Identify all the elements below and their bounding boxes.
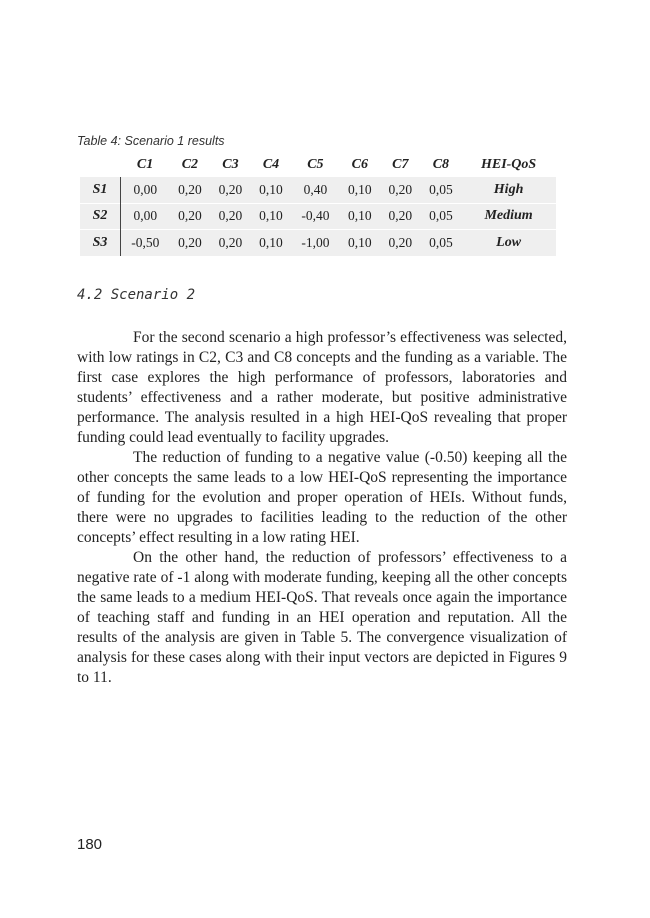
table-cell: 0,20	[380, 230, 421, 256]
table-header-row	[80, 152, 556, 177]
table-cell: 0,00	[133, 181, 158, 197]
table-cell: 0,20	[218, 181, 243, 197]
paragraph: For the second scenario a high professor’s effectiveness was selected, with low ratings in C2, C3 and C8 concepts and the funding as a variable. The first case explores the high performance of professors, laboratories and students’ effectiveness and a rather moderate, but positive administrative performance. The analysis resulted in a high HEI-QoS revealing that proper funding could lead eventually to facility upgrades.	[77, 329, 567, 446]
table-caption: Table 4: Scenario 1 results	[77, 134, 225, 148]
header-c4: C4	[262, 156, 280, 172]
qos-cell: High	[493, 181, 524, 197]
paragraph: On the other hand, the reduction of professors’ effectiveness to a negative rate of -1 along with moderate funding, keeping all the other concepts the same leads to a medium HEI-QoS. That reveals once again the importance of teaching staff and funding in an HEI operation and reputation. All the results of the analysis are given in Table 5. The convergence visualization of analysis for these cases along with their input vectors are depicted in Figures 9 to 11.	[77, 549, 567, 686]
paragraph: The reduction of funding to a negative value (-0.50) keeping all the other concepts the same leads to a low HEI-QoS representing the importance of funding for the evolution and proper operation of HEIs. Without funds, there were no upgrades to facilities leading to the reduction of the other concepts’ effect resulting in a low rating HEI.	[77, 449, 567, 546]
table-cell: 0,10	[347, 181, 372, 197]
table-cell: 0,20	[380, 203, 421, 230]
header-c5: C5	[307, 156, 324, 172]
table-cell: -0,40	[291, 203, 339, 230]
section-heading: 4.2 Scenario 2	[77, 287, 196, 303]
table-row	[80, 230, 556, 256]
table-cell: 0,20	[170, 230, 211, 256]
table-row	[80, 203, 556, 230]
table-cell: 0,10	[259, 181, 283, 197]
table-cell: 0,20	[388, 181, 413, 197]
header-corner	[80, 152, 121, 177]
table-cell: 0,20	[178, 181, 202, 197]
header-c8: C8	[432, 156, 450, 172]
qos-cell: Medium	[461, 203, 556, 230]
table-cell: 0,05	[421, 203, 462, 230]
row-label: S1	[80, 177, 121, 203]
body-text	[77, 328, 567, 688]
table-cell: 0,20	[210, 203, 251, 230]
table-cell: 0,10	[340, 203, 381, 230]
qos-cell: Low	[461, 230, 556, 256]
header-hei-qos: HEI-QoS	[480, 156, 537, 172]
row-label: S2	[80, 203, 121, 230]
row-label: S3	[80, 230, 121, 256]
table-cell: 0,20	[170, 203, 211, 230]
table-cell: 0,10	[251, 203, 292, 230]
table-cell: 0,05	[421, 230, 462, 256]
header-c1: C1	[136, 156, 154, 172]
table-cell: -1,00	[291, 230, 339, 256]
table-cell: 0,05	[429, 181, 453, 197]
table-cell: 0,20	[210, 230, 251, 256]
header-c2: C2	[181, 156, 199, 172]
table-row	[80, 177, 556, 203]
table-cell: 0,40	[303, 181, 328, 197]
table-cell: 0,10	[340, 230, 381, 256]
table-cell: 0,10	[251, 230, 292, 256]
header-c6: C6	[351, 156, 368, 172]
results-table	[80, 152, 556, 256]
header-c3: C3	[222, 156, 239, 172]
header-c7: C7	[392, 156, 409, 172]
table-cell: -0,50	[121, 230, 170, 256]
page-number: 180	[77, 836, 103, 853]
table-cell: 0,00	[121, 203, 170, 230]
